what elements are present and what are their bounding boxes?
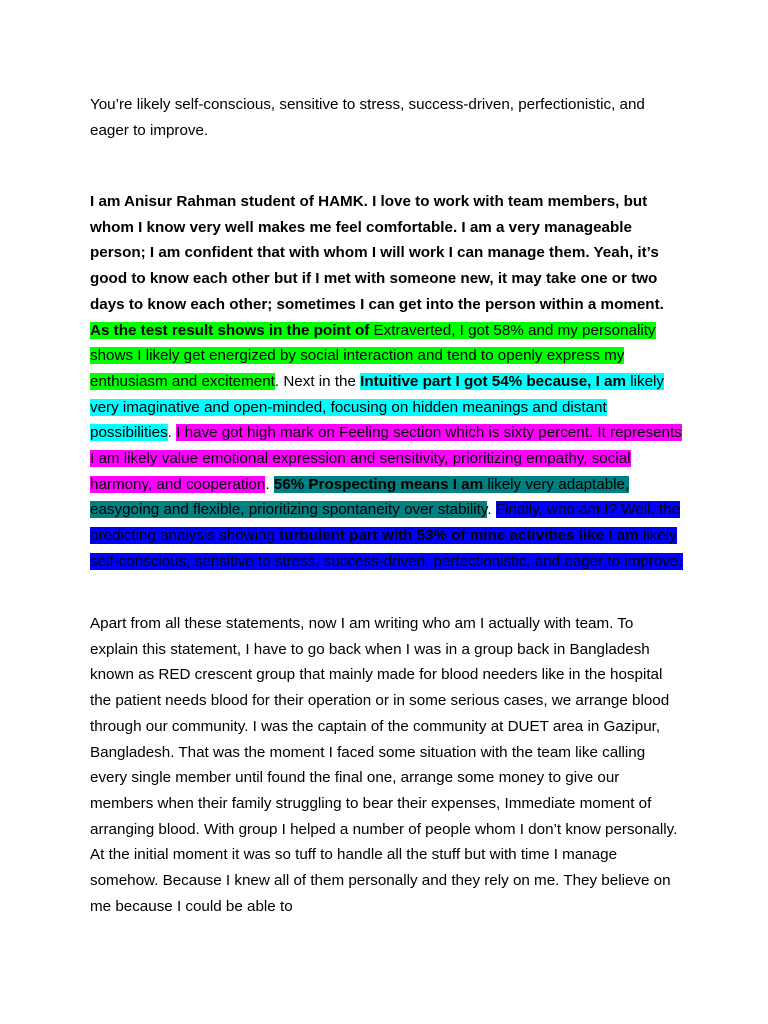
extraverted-text: Extraverted, I got 58% and my personality shows I likely get energized by social interaction and tend to openly express my enthusiasm and excitement [90,321,656,390]
prospecting-text: likely very adaptable, easygoing and flexible, prioritizing spontaneity over stability [90,475,630,519]
period-text: . [265,475,274,493]
prospecting-bold-text: 56% Prospecting means I am [273,475,484,493]
turbulent-bold-text: turbulent part with 53% of mine activities like I am [279,527,639,545]
period-text: . [487,501,496,519]
turbulent-text-end: likely self-conscious, sensitive to stress, success-driven, perfectionistic, and eager to improve. [90,527,683,570]
turbulent-text-start: Finally, who am I? Well, the predicting analysis showing [90,501,681,545]
extraverted-bold-text: As the test result shows in the point of [90,321,370,339]
intuitive-text: likely very imaginative and open-minded, focusing on hidden meanings and distant possibilities [90,372,665,442]
intro-paragraph: You’re likely self-conscious, sensitive to stress, success-driven, perfectionistic, and eager to improve. [90,96,645,139]
feeling-highlight: I have got high mark on Feeling section which is sixty percent. It represents I am likely value emotional expression and sensitivity, prioritizing empathy, social harmony, and cooperation [90,424,682,493]
intuitive-bold-text: Intuitive part I got 54% because, I am [360,372,627,390]
period-text: . [167,424,177,442]
period-text: . Next in the [274,372,361,390]
bold-intro-text: I am Anisur Rahman student of HAMK. I love to work with team members, but whom I know very well makes me feel comfortable. I am a very manageable person; I am confident that with whom I will work I can manage them. Yeah, it’s good to know each other but if I met with someone new, it may take one or two days to know each other; sometimes I can get into the person within a moment. [90,193,664,313]
closing-paragraph: Apart from all these statements, now I am writing who am I actually with team. To explain this statement, I have to go back when I was in a group back in Bangladesh known as RED crescent group that mainly made for blood needers like in the hospital the patient needs blood for their operation or in some serious cases, we arrange blood through our community. I was the captain of the community at DUET area in Gazipur, Bangladesh. That was the moment I faced some situation with the team like calling every single member until found the final one, arrange some money to give our members when their family struggling to bear their expenses, Immediate moment of arranging blood. With group I helped a number of people whom I don’t know personally. At the initial moment it was so tuff to handle all the stuff but with time I manage somehow. Because I knew all of them personally and they rely on me. They believe on me because I could be able to [90,615,678,915]
personality-paragraph [90,189,685,575]
